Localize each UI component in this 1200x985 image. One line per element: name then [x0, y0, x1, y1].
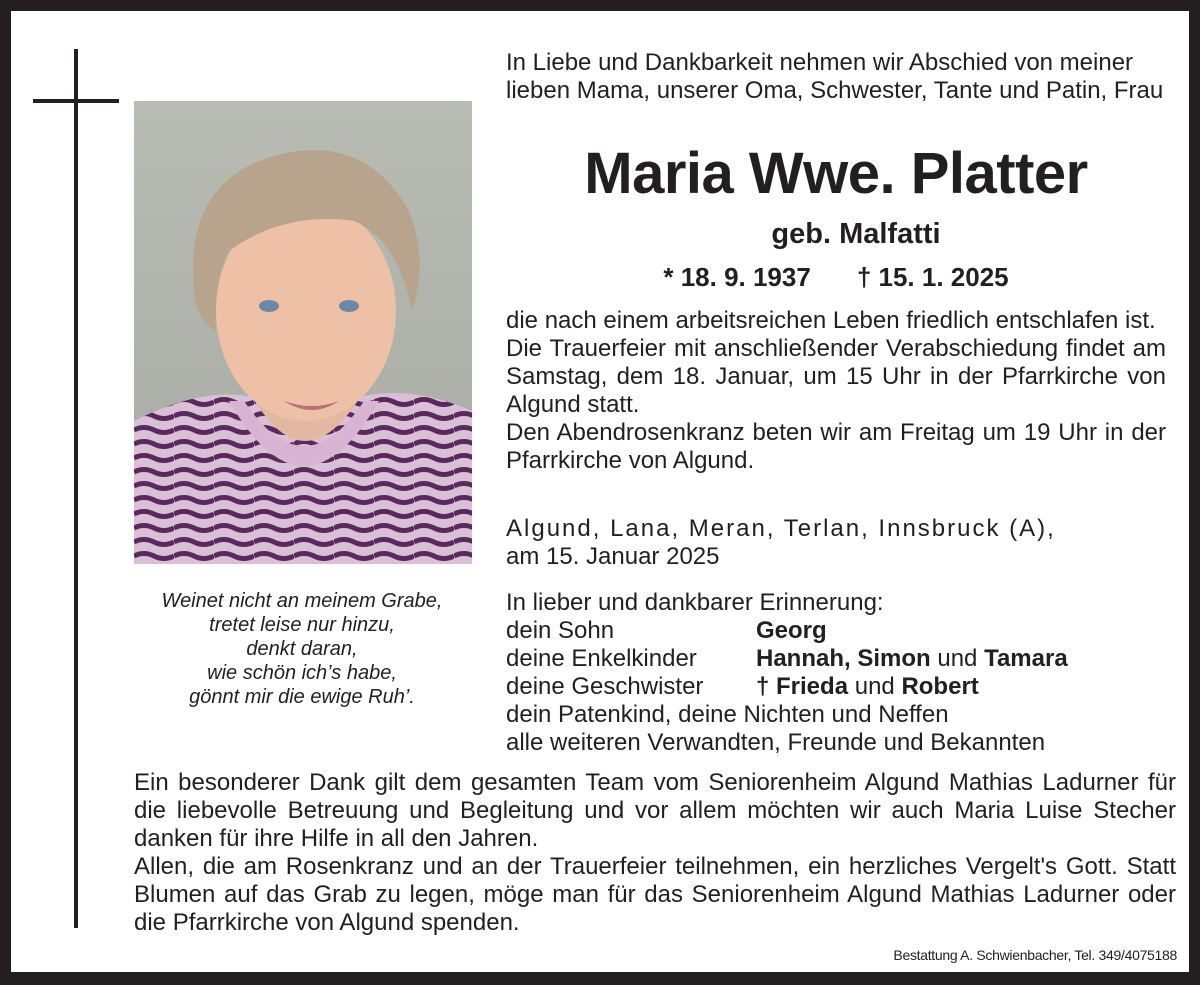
poem	[127, 589, 477, 709]
poem-line: Weinet nicht an meinem Grabe,	[161, 590, 443, 612]
deceased-name: Maria Wwe. Platter	[584, 141, 1088, 206]
joiner: und	[848, 673, 902, 700]
birth-date: * 18. 9. 1937	[663, 262, 811, 292]
thanks-text	[134, 769, 1176, 937]
portrait-illustration	[134, 101, 472, 564]
cross-icon-horizontal	[33, 99, 119, 103]
mourner-names: Hannah, Simon	[756, 645, 931, 672]
deceased-cross-icon: †	[756, 673, 777, 700]
joiner: und	[930, 645, 985, 672]
intro-text: In Liebe und Dankbarkeit nehmen wir Abschied von meiner lieben Mama, unserer Oma, Schwester, Tante und Patin, Frau	[506, 49, 1164, 104]
mourner-row	[506, 673, 1166, 701]
poem-line: denkt daran,	[246, 638, 358, 660]
ceremony-details	[506, 307, 1166, 475]
mourners-list	[506, 589, 1166, 757]
memory-heading: In lieber und dankbarer Erinnerung:	[506, 589, 884, 616]
places: Algund, Lana, Meran, Terlan, Innsbruck (A),	[506, 515, 1056, 542]
mourner-relation: dein Sohn	[506, 617, 615, 644]
mourner-names: Robert	[901, 673, 979, 700]
mourner-names: Tamara	[984, 645, 1068, 672]
thanks-paragraph: Ein besonderer Dank gilt dem gesamten Team vom Seniorenheim Algund Mathias Ladurner für die liebevolle Betreuung und Begleitung und vor allem möchten wir auch Maria Luise Stecher danken für ihre Hilfe in all den Jahren.	[134, 769, 1176, 852]
body-paragraph: Die Trauerfeier mit anschließender Verabschiedung findet am Samstag, dem 18. Januar, um 15 Uhr in der Pfarrkirche von Algund statt.	[506, 335, 1166, 418]
mourner-row	[506, 617, 1166, 645]
mourner-names: Georg	[756, 617, 827, 644]
mourner-relation: deine Geschwister	[506, 673, 704, 700]
mourner-row	[506, 645, 1166, 673]
place-and-date	[506, 515, 1166, 571]
body-paragraph: Den Abendrosenkranz beten wir am Freitag um 19 Uhr in der Pfarrkirche von Algund.	[506, 419, 1166, 474]
poem-line: tretet leise nur hinzu,	[209, 614, 395, 636]
maiden-name: geb. Malfatti	[771, 218, 941, 250]
portrait-photo	[134, 101, 472, 564]
body-paragraph: die nach einem arbeitsreichen Leben friedlich entschlafen ist.	[506, 307, 1156, 334]
memory-extra: alle weiteren Verwandten, Freunde und Bekannten	[506, 729, 1046, 756]
mourner-names: Frieda	[776, 673, 849, 700]
notice-date: am 15. Januar 2025	[506, 543, 720, 570]
obituary-notice	[11, 11, 1189, 972]
thanks-paragraph: Allen, die am Rosenkranz und an der Trauerfeier teilnehmen, ein herzliches Vergelt's Gott. Statt Blumen auf das Grab zu legen, möge man für das Seniorenheim Algund Mathias Ladurner oder die Pfarrkirche von Algund spenden.	[134, 853, 1176, 936]
cross-icon-vertical	[74, 49, 78, 928]
poem-line: wie schön ich’s habe,	[207, 662, 397, 684]
memory-extra: dein Patenkind, deine Nichten und Neffen	[506, 701, 949, 728]
mourner-relation: deine Enkelkinder	[506, 645, 697, 672]
life-dates	[506, 261, 1166, 293]
poem-line: gönnt mir die ewige Ruh’.	[189, 686, 415, 708]
death-date: † 15. 1. 2025	[856, 262, 1009, 292]
undertaker-credit: Bestattung A. Schwienbacher, Tel. 349/4075188	[893, 947, 1177, 963]
